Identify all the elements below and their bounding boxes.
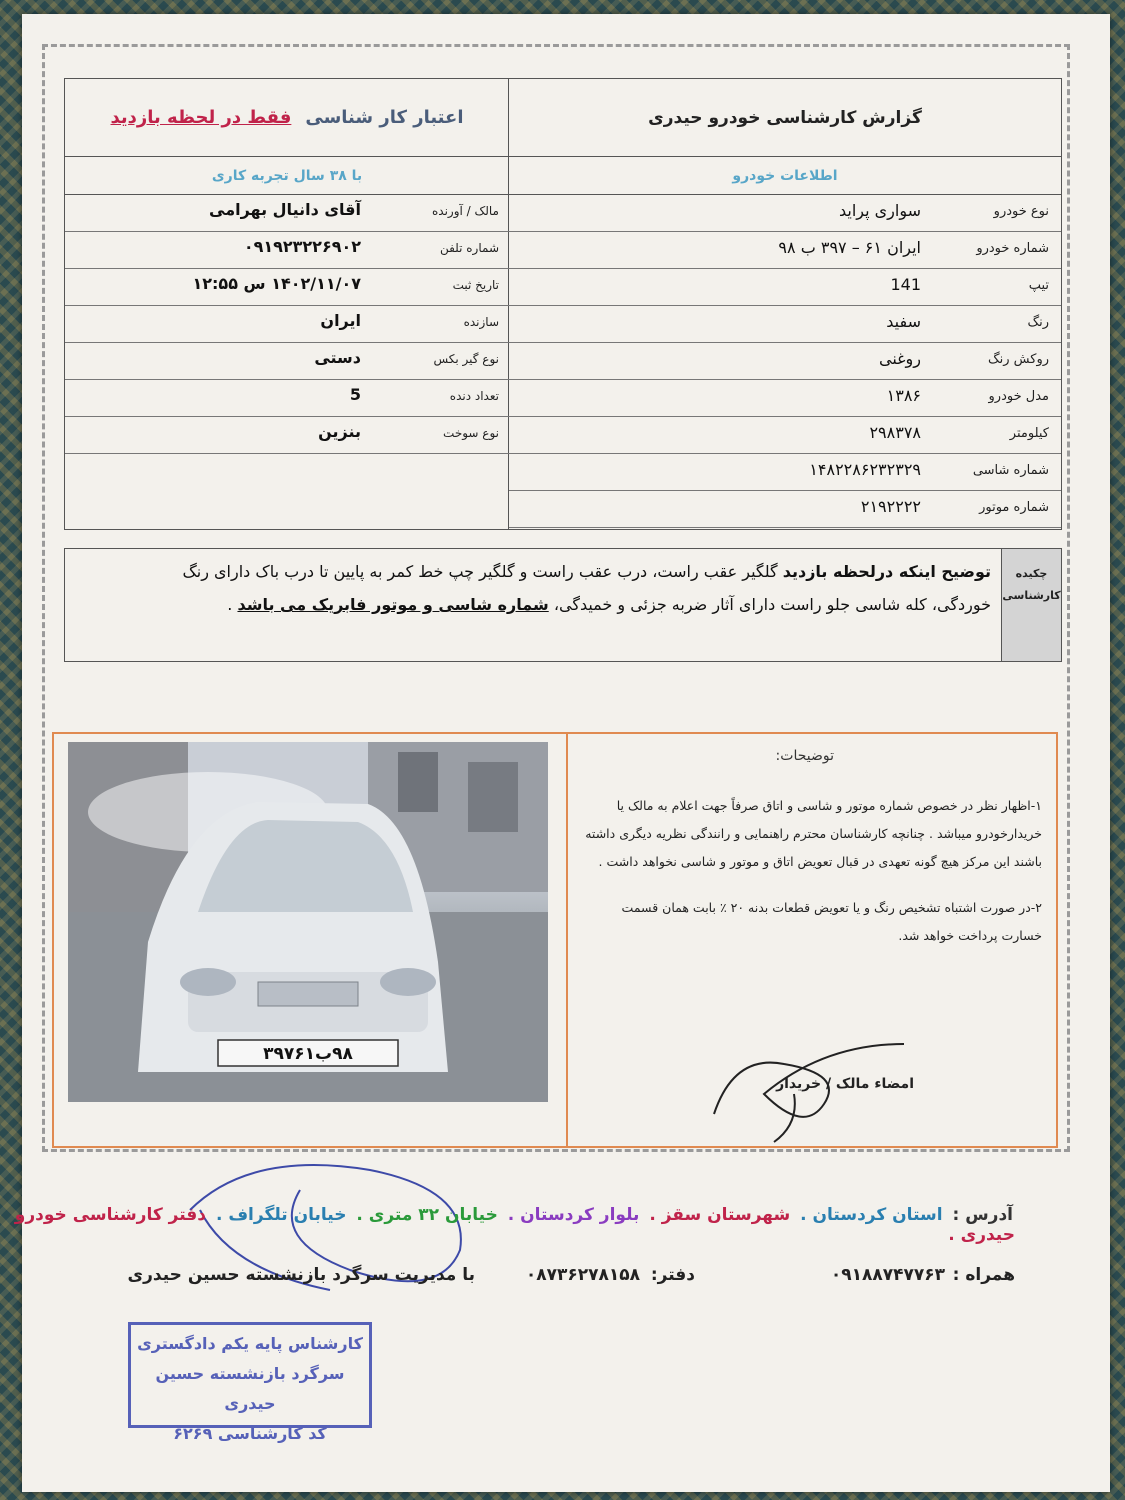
field-label: نوع سوخت — [443, 426, 499, 440]
summary-heading: توضیح اینکه درلحظه بازدید — [782, 562, 991, 581]
vehicle-info-table — [64, 78, 1062, 530]
field-value: ۱۴۰۲/۱۱/۰۷ س ۱۲:۵۵ — [192, 274, 361, 293]
field-label: رنگ — [1027, 315, 1049, 330]
field-value: ۱۳۸۶ — [886, 386, 921, 405]
notes-title: توضیحات: — [775, 748, 834, 764]
field-value: دستی — [314, 348, 361, 367]
field-row — [509, 454, 1061, 491]
stamp-line: سرگرد بازنشسته حسین حیدری — [155, 1364, 345, 1413]
field-row — [509, 195, 1061, 232]
field-label: کیلومتر — [1009, 426, 1049, 441]
field-label: مدل خودرو — [988, 389, 1049, 404]
field-label: روکش رنگ — [988, 352, 1049, 367]
car-photo — [68, 742, 548, 1102]
experience-header: با ۳۸ سال تجربه کاری — [65, 157, 509, 195]
address-province: استان کردستان . — [800, 1205, 943, 1225]
signature-label: امضاء مالک / خریدار — [776, 1076, 914, 1092]
field-row — [509, 380, 1061, 417]
note-item: ۱-اظهار نظر در خصوص شماره موتور و شاسی و اتاق صرفاً جهت اعلام به مالک یا خریدارخودرو میباشد . چنانچه کارشناسان محترم راهنمایی و رانندگی نظریه دیگری داشته باشند این مرکز هیچ گونه تعهدی در قبال تعویض اتاق و موتور و شاسی نخواهد داشت . — [585, 798, 1042, 869]
field-row — [509, 232, 1061, 269]
vehicle-info-header: اطلاعات خودرو — [509, 157, 1061, 195]
field-value: ایران ۶۱ – ۳۹۷ ب ۹۸ — [778, 238, 921, 257]
field-value: سفید — [886, 312, 921, 331]
owner-rows — [65, 195, 509, 454]
field-label: نوع خودرو — [993, 204, 1049, 219]
field-label: تیپ — [1028, 278, 1049, 293]
mobile-number: ۰۹۱۸۸۷۴۷۷۶۳ — [830, 1265, 945, 1285]
vehicle-column — [508, 79, 1061, 529]
field-value: آقای دانیال بهرامی — [209, 200, 361, 219]
address-boulevard: بلوار کردستان . — [507, 1205, 640, 1225]
car-photo-drawing — [68, 742, 548, 1102]
field-row — [65, 195, 509, 232]
section-divider — [566, 734, 568, 1146]
stamp-line: کد کارشناسی ۶۲۶۹ — [173, 1424, 327, 1443]
field-value: ۲۹۸۳۷۸ — [869, 423, 921, 442]
field-row — [65, 232, 509, 269]
field-row — [65, 380, 509, 417]
mobile-label: همراه : — [952, 1265, 1015, 1285]
validity-value: فقط در لحظه بازدید — [110, 107, 292, 128]
field-value: 5 — [349, 385, 361, 404]
summary-emphasis: شماره شاسی و موتور فابریک می باشد — [237, 595, 549, 614]
address-prefix: آدرس : — [952, 1205, 1013, 1225]
field-label: تعداد دنده — [449, 389, 499, 403]
vehicle-rows — [509, 195, 1061, 528]
field-value: بنزین — [318, 422, 361, 441]
office-number: ۰۸۷۳۶۲۷۸۱۵۸ — [525, 1265, 640, 1285]
office-label: دفتر: — [650, 1265, 695, 1285]
note-item: ۲-در صورت اشتباه تشخیص رنگ و یا تعویض قطعات بدنه ۲۰ ٪ بابت همان قسمت خسارت پرداخت خواهد شد. — [621, 900, 1042, 943]
owner-column — [65, 79, 509, 529]
validity-header — [65, 79, 509, 157]
address-street: خیابان ۳۲ متری . — [356, 1205, 498, 1225]
summary-text — [141, 555, 991, 621]
signature-scribble — [704, 1034, 924, 1144]
field-row — [65, 417, 509, 454]
field-value: سواری پراید — [838, 201, 921, 220]
field-row — [65, 269, 509, 306]
field-row — [65, 306, 509, 343]
field-value: ۱۴۸۲۲۸۶۲۳۲۳۲۹ — [809, 460, 921, 479]
field-label: تاریخ ثبت — [452, 278, 499, 292]
plate-text: ۹۸ب۳۹۷۶۱ — [263, 1044, 353, 1064]
field-label: مالک / آورنده — [431, 204, 499, 218]
address-city: شهرستان سقز . — [649, 1205, 791, 1225]
field-row — [509, 417, 1061, 454]
manager-text: با مدیریت سرگرد بازنشسته حسین حیدری — [127, 1265, 475, 1285]
field-label: شماره موتور — [979, 500, 1049, 515]
report-title: گزارش کارشناسی خودرو حیدری — [509, 79, 1061, 157]
field-value: 141 — [890, 275, 921, 294]
field-label: نوع گیر بکس — [433, 352, 499, 366]
expert-summary — [64, 548, 1062, 662]
field-label: سازنده — [463, 315, 499, 329]
field-value: روغنی — [879, 349, 921, 368]
address-alley: خیابان تلگراف . — [215, 1205, 347, 1225]
address-office: دفتر کارشناسی خودرو حیدری . — [14, 1205, 1015, 1245]
notes-and-photo-section — [52, 732, 1058, 1148]
summary-body: گلگیر عقب راست، درب عقب راست و گلگیر چپ خط کمر به پایین تا درب باک دارای رنگ خوردگی، کله شاسی جلو راست دارای آثار ضربه جزئی و خمیدگی، — [182, 562, 991, 614]
field-label: شماره خودرو — [976, 241, 1049, 256]
field-row — [65, 343, 509, 380]
validity-label: اعتبار کار شناسی — [305, 107, 464, 128]
field-row — [509, 343, 1061, 380]
address-line — [0, 1205, 1015, 1245]
field-row — [509, 269, 1061, 306]
contact-line — [75, 1265, 1015, 1295]
field-value: ۰۹۱۹۲۳۲۲۶۹۰۲ — [243, 237, 361, 256]
field-row — [509, 306, 1061, 343]
summary-label: چکیده کارشناسی — [1001, 549, 1061, 661]
field-value: ایران — [320, 311, 361, 330]
summary-end: . — [227, 595, 238, 614]
field-label: شماره شاسی — [972, 463, 1049, 478]
stamp-line: کارشناس پایه یکم دادگستری — [137, 1334, 363, 1353]
field-row — [509, 491, 1061, 528]
field-value: ۲۱۹۲۲۲۲ — [860, 497, 921, 516]
notes-list — [582, 792, 1042, 968]
expert-stamp — [128, 1322, 372, 1443]
field-label: شماره تلفن — [439, 241, 499, 255]
